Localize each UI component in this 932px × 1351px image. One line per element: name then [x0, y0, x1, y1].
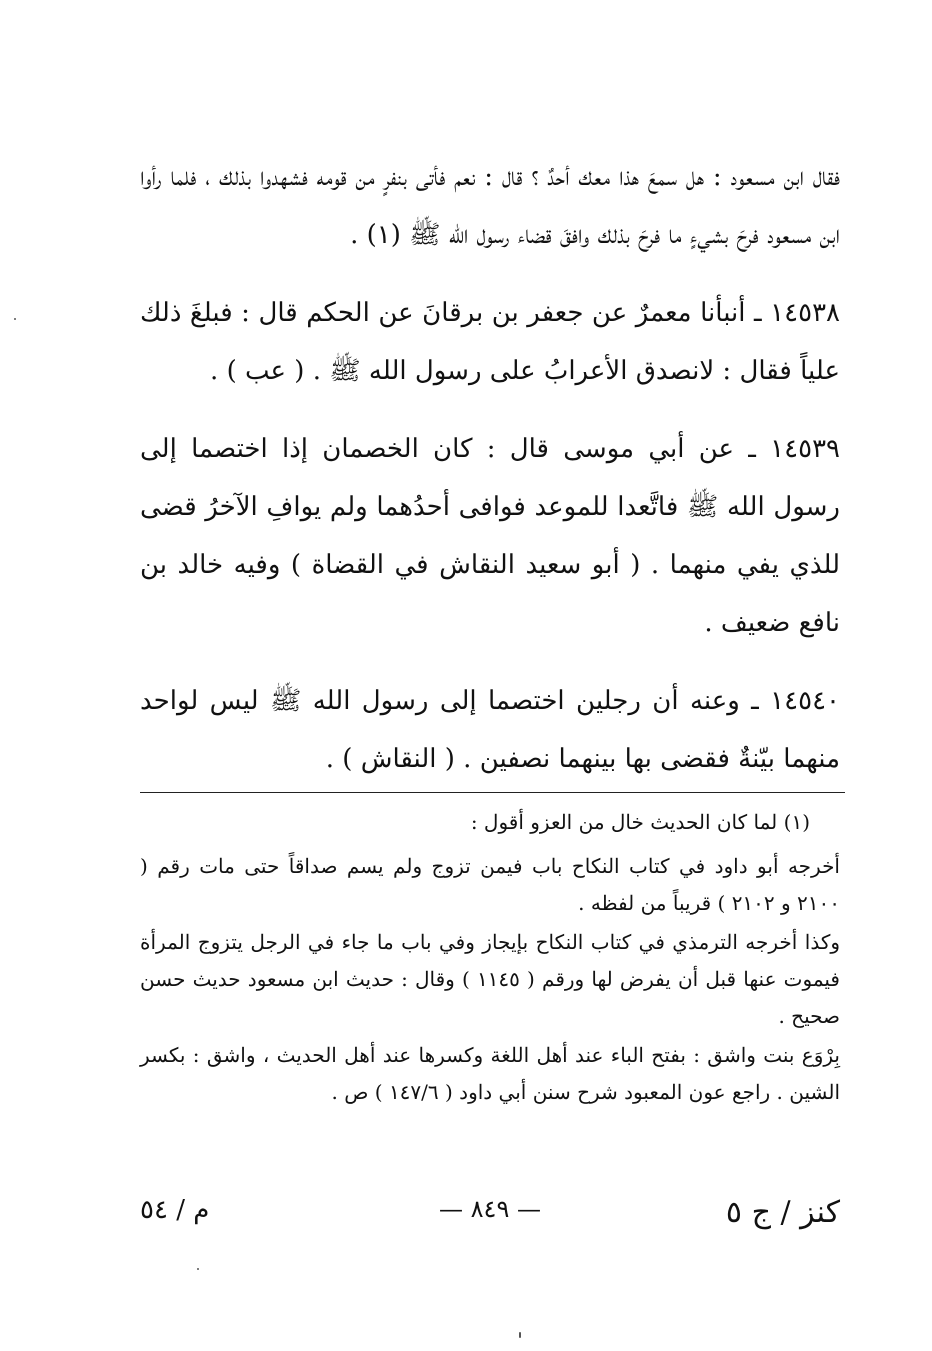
scan-speck	[14, 318, 16, 320]
hadith-14538: ١٤٥٣٨ ـ أنبأنا معمرٌ عن جعفر بن برقانَ عن الحكم قال : فبلغَ ذلك علياً فقال : لانصدق الأعرابُ على رسول الله ﷺ . ( عب ) .	[140, 298, 840, 386]
footnote-line: أخرجه أبو داود في كتاب النكاح باب فيمن تزوج ولم يسم صداقاً حتى مات رقم ( ٢١٠٠ و ٢١٠٢ ) قريباً من لفظه .	[140, 854, 840, 915]
footnote-line: بِرْوَع بنت واشق : بفتح الباء عند أهل اللغة وكسرها عند أهل الحديث ، واشق : بكسر الشين . راجع عون المعبود شرح سنن أبي داود ( ١٤٧/٦ ) ص .	[140, 1043, 840, 1104]
scan-speck	[197, 1268, 199, 1270]
hadith-14539: ١٤٥٣٩ ـ عن أبي موسى قال : كان الخصمان إذا اختصما إلى رسول الله ﷺ فاتَّعدا للموعد فوافى أحدُهما ولم يوافِ الآخرُ قضى للذي يفي منهما . ( أبو سعيد النقاش في القضاة ) وفيه خالد بن نافع ضعيف .	[140, 434, 840, 638]
page-number: — ٨٤٩ —	[439, 1195, 541, 1223]
footnote-heading: (١) لما كان الحديث خال من العزو أقول :	[470, 810, 810, 834]
footnote-separator	[140, 792, 845, 793]
footnotes	[140, 802, 840, 1113]
main-text	[140, 148, 840, 808]
paragraph-continuation: فقال ابن مسعود : هل سمعَ هذا معك أحدٌ ؟ قال : نعم فأتى بنفرٍ من قومه فشهدوا بذلك ، فلما رأوا ابن مسعود فرحَ بشيءٍ ما فرحَ بذلك وافقَ قضاء رسول الله ﷺ (١) .	[140, 162, 840, 250]
book-volume-label: كنز / ج ٥	[725, 1195, 840, 1230]
page-footer	[140, 1195, 840, 1239]
scan-speck	[519, 1332, 521, 1338]
hadith-14540: ١٤٥٤٠ ـ وعنه أن رجلين اختصما إلى رسول الله ﷺ ليس لواحد منهما بيّنةٌ فقضى بها بينهما نصفين . ( النقاش ) .	[140, 686, 840, 774]
footnote-line: وكذا أخرجه الترمذي في كتاب النكاح بإيجاز وفي باب ما جاء في الرجل يتزوج المرأة فيموت عنها قبل أن يفرض لها ورقم ( ١١٤٥ ) وقال : حديث ابن مسعود حديث حسن صحيح .	[140, 930, 840, 1028]
signature-mark: م / ٥٤	[140, 1195, 210, 1225]
